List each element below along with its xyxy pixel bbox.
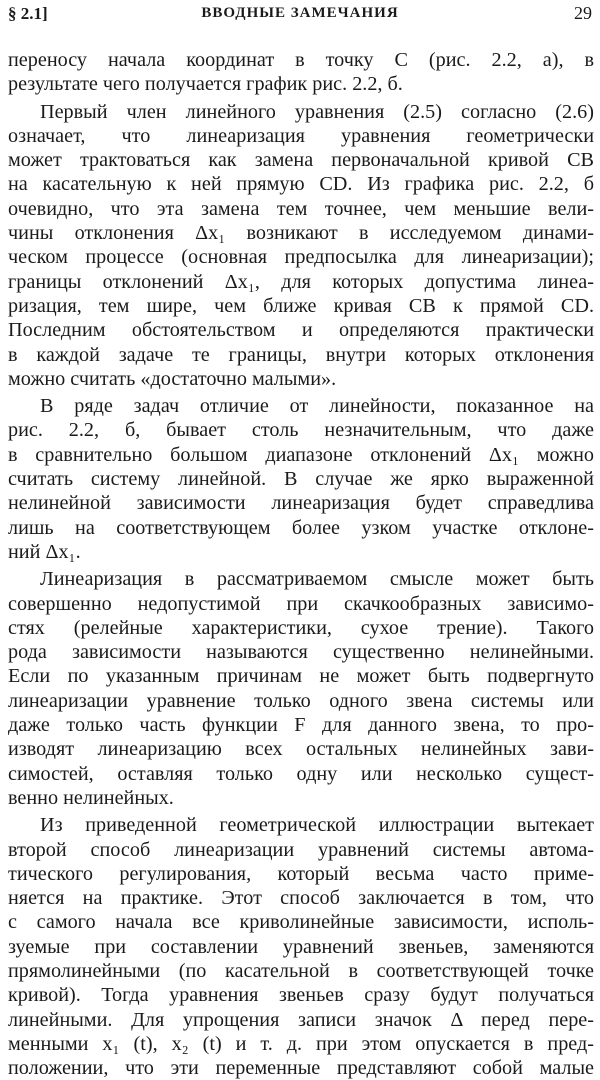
text-line: лишь на соответствующем более узком участке отклоне- [8, 516, 594, 539]
text-line: положении, что эти переменные представляют собой малые [8, 1057, 594, 1080]
text-line: рода зависимости называются существенно нелинейными. [8, 641, 594, 664]
text-line: В ряде задач отличие от линейности, показанное на [40, 395, 594, 418]
text-line: ний Δx₁. [8, 540, 81, 563]
text-line: на касательную к ней прямую CD. Из графика рис. 2.2, б [8, 173, 594, 196]
text-line: венно нелинейных. [8, 786, 174, 809]
text-line: стях (релейные характеристики, сухое трение). Такого [8, 616, 594, 639]
text-line: рис. 2.2, б, бывает столь незначительным, что даже [8, 419, 594, 442]
text-line: кривой). Тогда уравнения звеньев сразу будут получаться [8, 984, 594, 1007]
text-line: границы отклонений Δx₁, для которых допустима линеа- [8, 270, 594, 293]
text-line: может трактоваться как замена первоначальной кривой CB [8, 149, 594, 172]
paragraph-1 [8, 48, 594, 97]
text-line: считать систему линейной. В случае же ярко выраженной [8, 468, 594, 491]
text-line: чины отклонения Δx₁ возникают в исследуемом динами- [8, 222, 594, 245]
text-line: означает, что линеаризация уравнения геометрически [8, 124, 594, 147]
text-line: Если по указанным причинам не может быть подвергнуто [8, 665, 594, 688]
text-line: менными x₁ (t), x₂ (t) и т. д. при этом опускается в пред- [8, 1032, 594, 1055]
paragraph-3 [8, 394, 594, 564]
text-line: изводят линеаризацию всех остальных нелинейных зави- [8, 738, 594, 761]
running-title: ВВОДНЫЕ ЗАМЕЧАНИЯ [201, 5, 399, 21]
text-line: переносу начала координат в точку C (рис. 2.2, а), в [8, 49, 594, 71]
body-text [8, 48, 594, 1080]
text-line: линейными. Для упрощения записи значок Δ перед пере- [8, 1008, 594, 1031]
text-line: ческом процессе (основная предпосылка для линеаризации); [8, 246, 594, 269]
text-line: линеаризации уравнение только одного звена системы или [8, 689, 594, 712]
paragraph-5 [8, 813, 594, 1080]
page-number: 29 [574, 3, 592, 23]
paragraph-4 [8, 567, 594, 810]
text-line: прямолинейными (по касательной в соответствующей точке [8, 959, 594, 982]
text-line: второй способ линеаризации уравнений системы автома- [8, 838, 594, 861]
text-line: совершенно недопустимой при скачкообразных зависимо- [8, 592, 594, 615]
text-line: можно считать «достаточно малыми». [8, 367, 337, 390]
text-line: с самого начала все криволинейные зависимости, исполь- [8, 911, 594, 934]
text-line: симостей, оставляя только одну или несколько сущест- [8, 762, 594, 785]
text-line: даже только часть функции F для данного звена, то про- [8, 714, 594, 737]
text-line: Из приведенной геометрической иллюстрации вытекает [40, 814, 594, 837]
text-line: в каждой задаче те границы, внутри которых отклонения [8, 343, 594, 366]
text-line: нелинейной зависимости линеаризация будет справедлива [8, 492, 594, 515]
text-line: очевидно, что эта замена тем точнее, чем меньшие вели- [8, 197, 594, 220]
section-marker: § 2.1] [8, 4, 48, 23]
text-line: ризация, тем шире, чем ближе кривая CB к прямой CD. [8, 294, 594, 317]
text-line: Последним обстоятельством и определяются практически [8, 319, 594, 342]
text-line: няется на практике. Этот способ заключается в том, что [8, 887, 594, 910]
text-line: тического регулирования, который весьма часто приме- [8, 862, 594, 885]
text-line: Первый член линейного уравнения (2.5) согласно (2.6) [40, 100, 594, 123]
text-line: Линеаризация в рассматриваемом смысле может быть [40, 568, 594, 591]
text-line: в сравнительно большом диапазоне отклонений Δx₁ можно [8, 443, 594, 466]
paragraph-2 [8, 100, 594, 392]
text-line: зуемые при составлении уравнений звеньев, заменяются [8, 935, 594, 958]
text-line: результате чего получается график рис. 2.2, б. [8, 73, 403, 96]
